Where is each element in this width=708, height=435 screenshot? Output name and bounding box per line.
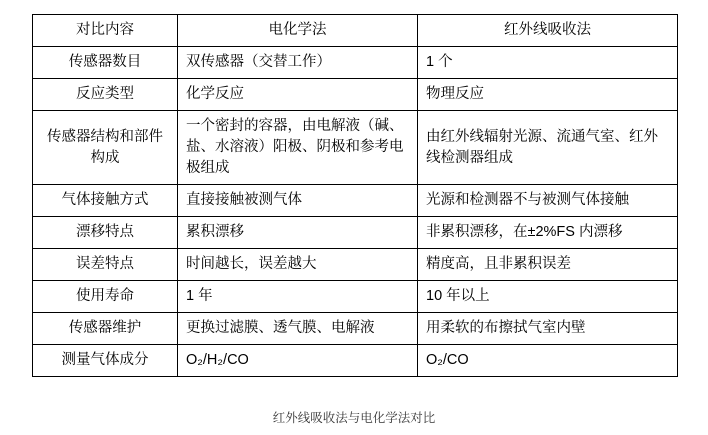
comparison-table [32,14,678,377]
row-value-infrared: 非累积漂移，在±2%FS 内漂移 [418,217,678,249]
row-label: 使用寿命 [33,281,178,313]
table-row [33,185,678,217]
row-value-infrared: 物理反应 [418,79,678,111]
row-value-electrochemical: 时间越长，误差越大 [178,249,418,281]
row-value-electrochemical: 双传感器（交替工作） [178,47,418,79]
table-row [33,313,678,345]
row-value-electrochemical: 一个密封的容器，由电解液（碱、盐、水溶液）阳极、阴极和参考电极组成 [178,111,418,185]
row-label: 传感器数目 [33,47,178,79]
row-value-infrared: 光源和检测器不与被测气体接触 [418,185,678,217]
row-value-electrochemical: 直接接触被测气体 [178,185,418,217]
header-cell-infrared: 红外线吸收法 [418,15,678,47]
row-label: 测量气体成分 [33,345,178,377]
row-label: 反应类型 [33,79,178,111]
row-value-infrared: 10 年以上 [418,281,678,313]
table-row [33,345,678,377]
row-value-infrared: 精度高，且非累积误差 [418,249,678,281]
table-row [33,249,678,281]
table-row [33,111,678,185]
row-label: 误差特点 [33,249,178,281]
row-value-electrochemical: 化学反应 [178,79,418,111]
table-header [33,15,678,47]
row-value-electrochemical: O₂/H₂/CO [178,345,418,377]
table-header-row [33,15,678,47]
row-label: 漂移特点 [33,217,178,249]
header-cell-electrochemical: 电化学法 [178,15,418,47]
row-label: 传感器结构和部件构成 [33,111,178,185]
table-body [33,47,678,377]
row-value-electrochemical: 更换过滤膜、透气膜、电解液 [178,313,418,345]
table-row [33,281,678,313]
row-value-electrochemical: 累积漂移 [178,217,418,249]
row-value-infrared: 用柔软的布擦拭气室内壁 [418,313,678,345]
table-row [33,79,678,111]
table-row [33,47,678,79]
row-label: 气体接触方式 [33,185,178,217]
row-label: 传感器维护 [33,313,178,345]
table-row [33,217,678,249]
row-value-infrared: 由红外线辐射光源、流通气室、红外线检测器组成 [418,111,678,185]
header-cell-topic: 对比内容 [33,15,178,47]
row-value-infrared: 1 个 [418,47,678,79]
row-value-infrared: O₂/CO [418,345,678,377]
row-value-electrochemical: 1 年 [178,281,418,313]
figure-caption: 红外线吸收法与电化学法对比 [272,411,436,425]
